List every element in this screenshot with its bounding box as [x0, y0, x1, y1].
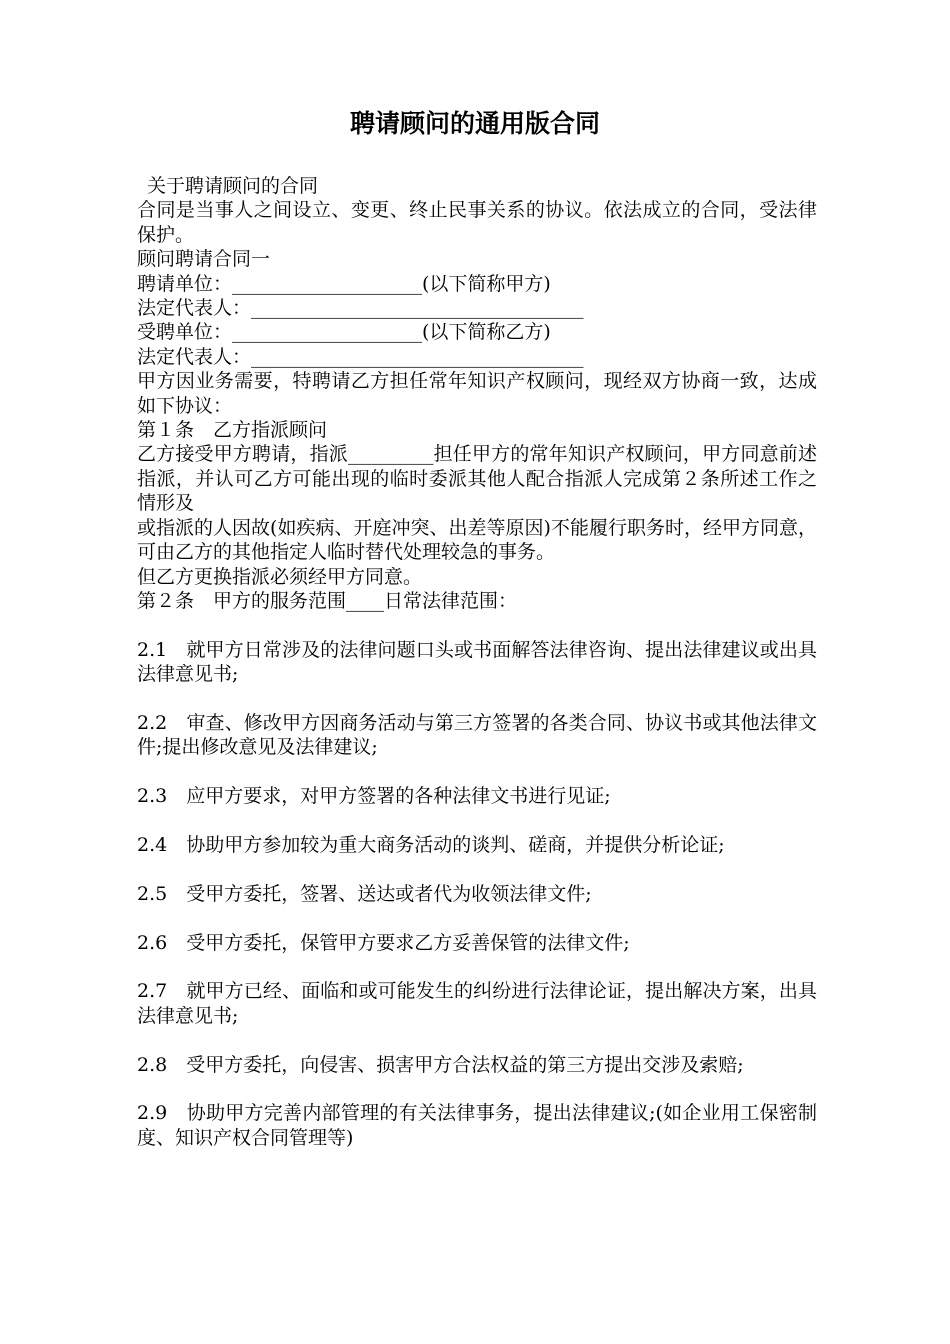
article-1-paragraph-continued: 或指派的人因故(如疾病、开庭冲突、出差等原因)不能履行职务时，经甲方同意，可由乙方的其他指定人临时替代处理较急的事务。 — [137, 516, 817, 564]
list-item: 2.6 受甲方委托，保管甲方要求乙方妥善保管的法律文件; — [137, 931, 630, 954]
article-1-paragraph: 乙方接受甲方聘请，指派_________担任甲方的常年知识产权顾问，甲方同意前述指派，并认可乙方可能出现的临时委派其他人配合指派人完成第２条所述工作之情形及 — [137, 443, 817, 515]
spacer — [137, 1028, 817, 1052]
contract-subtitle: 顾问聘请合同一 — [137, 248, 271, 271]
list-item: 2.7 就甲方已经、面临和或可能发生的纠纷进行法律论证，提出解决方案，出具法律意见书; — [137, 980, 817, 1027]
list-item: 2.9 协助甲方完善内部管理的有关法律事务，提出法律建议;(如企业用工保密制度、知识产权合同管理等) — [137, 1102, 817, 1149]
spacer — [137, 687, 817, 711]
spacer — [137, 1077, 817, 1101]
list-item: 2.5 受甲方委托，签署、送达或者代为收领法律文件; — [137, 882, 592, 905]
section-heading: 关于聘请顾问的合同 — [147, 175, 319, 197]
spacer — [137, 955, 817, 979]
spacer — [137, 613, 817, 637]
employer-representative-field: 法定代表人：___________________________________ — [137, 297, 584, 320]
list-item: 2.1 就甲方日常涉及的法律问题口头或书面解答法律咨询、提出法律建议或出具法律意见书; — [137, 638, 817, 686]
employer-field: 聘请单位：____________________(以下简称甲方) — [137, 272, 551, 295]
spacer — [137, 906, 817, 930]
spacer — [137, 809, 817, 833]
document-title: 聘请顾问的通用版合同 — [349, 109, 600, 138]
list-item: 2.4 协助甲方参加较为重大商务活动的谈判、磋商，并提供分析论证; — [137, 833, 725, 856]
list-item: 2.8 受甲方委托，向侵害、损害甲方合法权益的第三方提出交涉及索赔; — [137, 1053, 744, 1076]
employee-field: 受聘单位：____________________(以下简称乙方) — [137, 321, 551, 344]
spacer — [137, 857, 817, 881]
intro-paragraph: 合同是当事人之间设立、变更、终止民事关系的协议。依法成立的合同，受法律保护。 — [137, 199, 817, 246]
employee-representative-field: 法定代表人：___________________________________ — [137, 345, 584, 368]
spacer — [137, 760, 817, 784]
article-1-note: 但乙方更换指派必须经甲方同意。 — [137, 565, 423, 588]
list-item: 2.3 应甲方要求，对甲方签署的各种法律文书进行见证; — [137, 785, 611, 808]
document-body — [137, 174, 817, 1150]
article-2-heading: 第２条 甲方的服务范围____日常法律范围： — [137, 589, 518, 612]
list-item: 2.2 审查、修改甲方因商务活动与第三方签署的各类合同、协议书或其他法律文件;提出修改意见及法律建议; — [137, 711, 817, 759]
agreement-paragraph: 甲方因业务需要，特聘请乙方担任常年知识产权顾问，现经双方协商一致，达成如下协议： — [137, 370, 817, 417]
article-1-heading: 第１条 乙方指派顾问 — [137, 419, 328, 442]
